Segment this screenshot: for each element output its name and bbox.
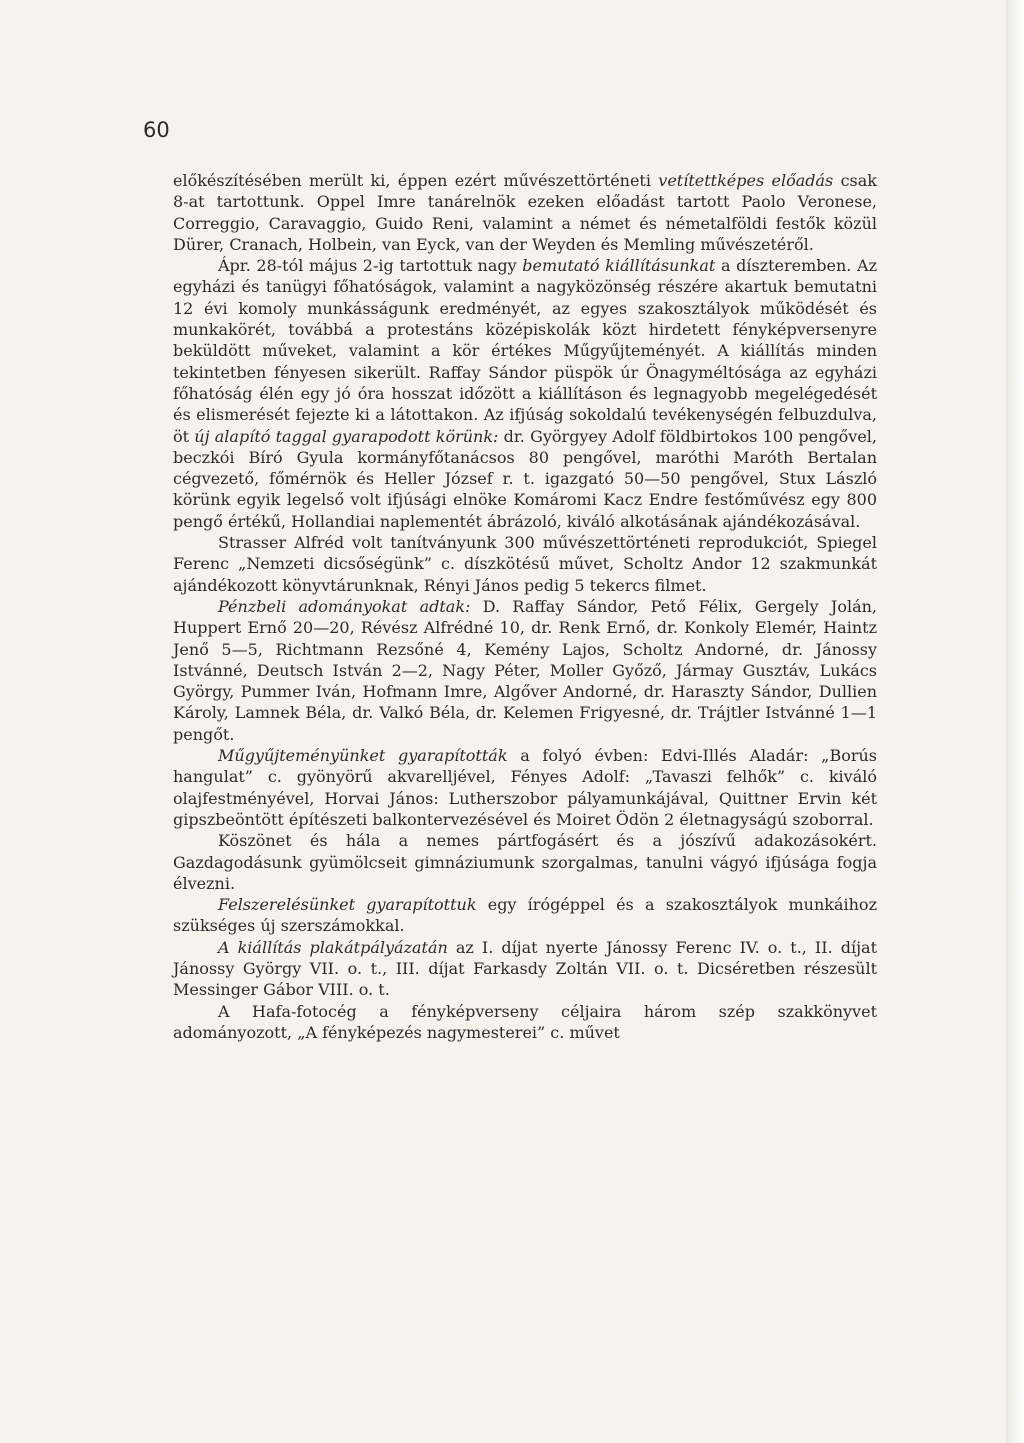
text-run: dr. Györgyey Adolf földbirtokos 100 pengővel, beczkói Bíró Gyula kormányfőtanácsos 80 pengővel, maróthi Maróth Bertalan cégvezető, főmérnök és Heller József r. t. igazgató 50—50 pengővel, Stux László körünk egyik legelső volt ifjúsági elnöke Komáromi Kacz Endre festőművész egy 800 pengő értékű, Hollandiai naplementét ábrázoló, kiváló alkotásának ajándékozásával. (173, 426, 877, 531)
body-text (173, 170, 877, 1043)
text-run: a folyó évben: Edvi-Illés Aladár: „Borús hangulat” c. gyönyörű akvarelljével, Fényes Adolf: „Tavaszi felhők” c. kiváló olajfestményével, Horvai János: Lutherszobor pályamunkájával, Quittner Ervin két gipszbeöntött építészeti balkontervezésével és Moiret Ödön 2 életnagyságú szoborral. (173, 746, 877, 829)
text-run: Strasser Alfréd volt tanítványunk 300 művészettörténeti reprodukciót, Spiegel Ferenc „Nemzeti dicsőségünk” c. díszkötésű művet, Scholtz Andor 12 szakmunkát ajándékozott könyvtárunknak, Rényi János pedig 5 tekercs filmet. (173, 533, 877, 595)
paragraph (173, 894, 877, 937)
text-run: előkészítésében merült ki, éppen ezért művészettörténeti (173, 171, 659, 190)
text-run: Köszönet és hála a nemes pártfogásért és a jószívű adakozásokért. Gazdagodásunk gyümölcseit gimnáziumunk szorgalmas, tanulni vágyó ifjúsága fogja élvezni. (173, 831, 877, 893)
text-run: egy írógéppel és a szakosztályok munkáihoz szükséges új szerszámokkal. (173, 895, 877, 936)
text-run: az I. díjat nyerte Jánossy Ferenc IV. o. t., II. díjat Jánossy György VII. o. t., III. díjat Farkasdy Zoltán VII. o. t. Dicséretben részesült Messinger Gábor VIII. o. t. (173, 937, 877, 1000)
paragraph (173, 255, 877, 532)
text-run: A Hafa-fotocég a fényképverseny céljaira három szép szakkönyvet adományozott, „A fényképezés nagymesterei” c. művet (173, 1001, 877, 1042)
text-run: csak 8-at tartottunk. Oppel Imre tanárelnök ezeken előadást tartott Paolo Veronese, Correggio, Caravaggio, Guido Reni, valamint a német és németalföldi festők közül Dürer, Cranach, Holbein, van Eyck, van der Weyden és Memling művészetéről. (173, 171, 877, 254)
paragraph (173, 1001, 877, 1044)
italic-phrase: A kiállítás plakátpályázatán (218, 937, 448, 957)
italic-phrase: Pénzbeli adományokat adtak: (218, 596, 471, 616)
text-run: Ápr. 28-tól május 2-ig tartottuk nagy (218, 256, 523, 276)
italic-phrase: új alapító taggal gyarapodott körünk: (194, 426, 499, 446)
italic-phrase: bemutató kiállításunkat (522, 256, 716, 276)
paragraph (173, 170, 877, 255)
italic-phrase: Felszerelésünket gyarapítottuk (218, 895, 477, 915)
page-number: 60 (143, 118, 170, 142)
paragraph (173, 745, 877, 830)
italic-phrase: Műgyűjteményünket gyarapították (218, 746, 508, 766)
text-run: a díszteremben. Az egyházi és tanügyi főhatóságok, valamint a nagyközönség részére akartuk bemutatni 12 évi komoly munkásságunk eredményét, az egyes szakosztályok működését és munkakörét, továbbá a protestáns középiskolák közt hirdetett fényképversenyre beküldött műveket, valamint a kör értékes Műgyűjteményét. A kiállítás minden tekintetben fényesen sikerült. Raffay Sándor püspök úr Önagyméltósága az egyházi főhatóság élén egy jó óra hosszat időzött a kiállításon és legnagyobb megelégedését és elismerését fejezte ki a látottakon. Az ifjúság sokoldalú tevékenységén felbuzdulva, öt (173, 256, 878, 446)
paragraph (173, 532, 877, 596)
paragraph (173, 830, 877, 894)
paragraph (173, 596, 877, 745)
italic-phrase: vetítettképes előadás (658, 171, 834, 190)
paragraph (173, 937, 877, 1001)
text-run: D. Raffay Sándor, Pető Félix, Gergely Jolán, Huppert Ernő 20—20, Révész Alfrédné 10, dr. Renk Ernő, dr. Konkoly Elemér, Haintz Jenő 5—5, Richtmann Rezsőné 4, Kemény Lajos, Scholtz Andorné, dr. Jánossy Istvánné, Deutsch István 2—2, Nagy Péter, Moller Győző, Jármay Gusztáv, Lukács György, Pummer Iván, Hofmann Imre, Algőver Andorné, dr. Haraszty Sándor, Dullien Károly, Lamnek Béla, dr. Valkó Béla, dr. Kelemen Frigyesné, dr. Trájtler Istvánné 1—1 pengőt. (173, 596, 878, 744)
page-edge (1006, 0, 1024, 1443)
